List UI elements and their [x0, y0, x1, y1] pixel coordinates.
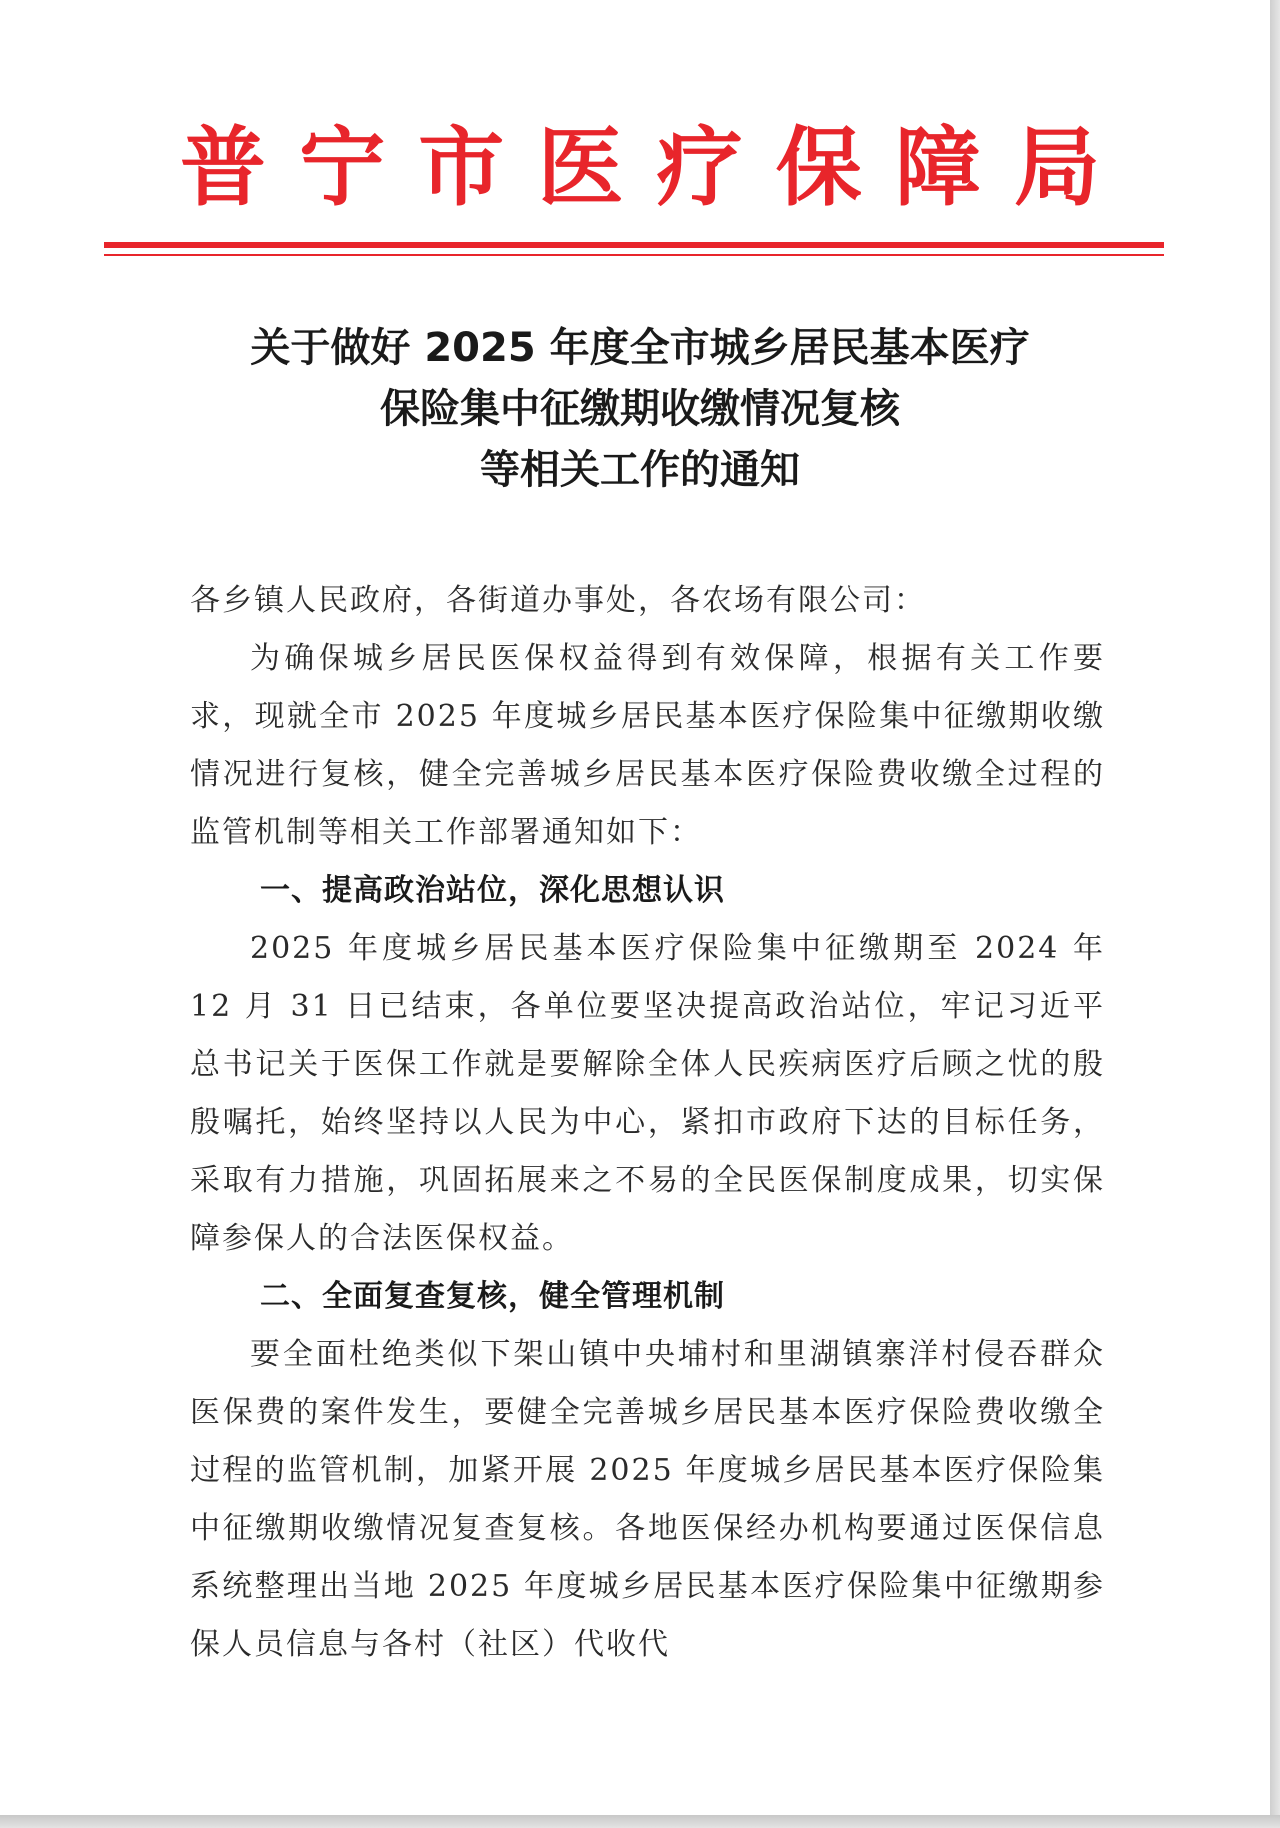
masthead-char: 障	[894, 117, 981, 218]
red-divider-thick	[104, 242, 1164, 248]
masthead-char: 疗	[656, 117, 743, 218]
title-line-2: 保险集中征缴期收缴情况复核	[380, 386, 900, 432]
notice-body	[190, 572, 1105, 1674]
section-2-heading: 二、全面复查复核，健全管理机制	[260, 1279, 725, 1314]
title-line-1: 关于做好 2025 年度全市城乡居民基本医疗	[250, 325, 1030, 371]
masthead-char: 宁	[299, 117, 386, 218]
page-shadow-bottom	[0, 1815, 1280, 1828]
masthead-char: 保	[775, 117, 862, 218]
masthead-char: 市	[418, 117, 505, 218]
red-divider-thin	[104, 254, 1164, 256]
section-1-heading: 一、提高政治站位，深化思想认识	[260, 873, 725, 908]
masthead-char: 医	[537, 117, 624, 218]
salutation: 各乡镇人民政府，各街道办事处，各农场有限公司：	[190, 583, 926, 618]
section-1-paragraph: 2025 年度城乡居民基本医疗保险集中征缴期至 2024 年 12 月 31 日已结束，各单位要坚决提高政治站位，牢记习近平总书记关于医保工作就是要解除全体人民疾病医疗后顾之忧的殷殷嘱托，始终坚持以人民为中心，紧扣市政府下达的目标任务，采取有力措施，巩固拓展来之不易的全民医保制度成果，切实保障参保人的合法医保权益。	[190, 931, 1105, 1256]
masthead-title	[180, 118, 1100, 218]
intro-paragraph: 为确保城乡居民医保权益得到有效保障，根据有关工作要求，现就全市 2025 年度城乡居民基本医疗保险集中征缴期收缴情况进行复核，健全完善城乡居民基本医疗保险费收缴全过程的监管机制等相关工作部署通知如下：	[190, 641, 1105, 850]
masthead-char: 局	[1013, 117, 1100, 218]
notice-title	[120, 318, 1160, 501]
title-line-3: 等相关工作的通知	[480, 447, 800, 493]
section-2-paragraph: 要全面杜绝类似下架山镇中央埔村和里湖镇寨洋村侵吞群众医保费的案件发生，要健全完善城乡居民基本医疗保险费收缴全过程的监管机制，加紧开展 2025 年度城乡居民基本医疗保险集中征缴期收缴情况复查复核。各地医保经办机构要通过医保信息系统整理出当地 2025 年度城乡居民基本医疗保险集中征缴期参保人员信息与各村（社区）代收代	[190, 1337, 1105, 1662]
page-shadow-right	[1270, 0, 1280, 1828]
masthead-char: 普	[180, 117, 266, 218]
